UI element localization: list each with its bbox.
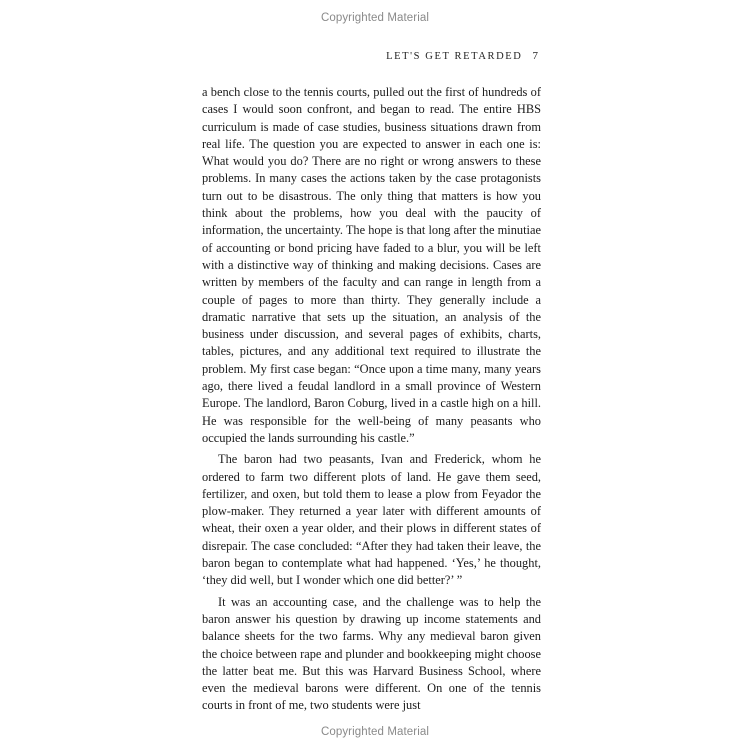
paragraph-1: a bench close to the tennis courts, pulled out the first of hundreds of cases I would soon confront, and began to read. The entire HBS curriculum is made of case studies, business situations drawn from real life. The question you are expected to answer in each one is: What would you do? There are no right or wrong answers to these problems. In many cases the actions taken by the case protagonists turn out to be disastrous. The only thing that matters is how you think about the problems, how you deal with the paucity of information, the uncertainty. The hope is that long after the minutiae of accounting or bond pricing have faded to a blur, you will be left with a distinctive way of thinking and making decisions. Cases are written by members of the faculty and can range in length from a couple of pages to more than thirty. They generally include a dramatic narrative that sets up the situation, an analysis of the business under discussion, and several pages of exhibits, charts, tables, pictures, and any additional text required to illustrate the problem. My first case began: “Once upon a time many, many years ago, there lived a feudal landlord in a small province of Western Europe. The landlord, Baron Coburg, lived in a castle high on a hill. He was responsible for the well-being of many peasants who occupied the lands surrounding his castle.”: [202, 85, 541, 445]
paragraph-2: The baron had two peasants, Ivan and Frederick, whom he ordered to farm two different plots of land. He gave them seed, fertilizer, and oxen, but told them to lease a plow from Feyador the plow-maker. They returned a year later with different amounts of wheat, their oxen a year older, and their plows in different states of disrepair. The case concluded: “After they had taken their leave, the baron began to contemplate what had happened. ‘Yes,’ he thought, ‘they did well, but I wonder which one did better?’ ”: [202, 452, 541, 588]
chapter-title: LET'S GET RETARDED: [386, 51, 523, 62]
paragraph-3: It was an accounting case, and the challenge was to help the baron answer his question by drawing up income statements and balance sheets for the two farms. Why any medieval baron given the choice between rape and plunder and bookkeeping might choose the latter beat me. But this was Harvard Business School, where even the medieval barons were different. On one of the tennis courts in front of me, two students were just: [202, 594, 541, 713]
page-number: 7: [532, 50, 538, 62]
running-head: [386, 50, 538, 62]
watermark-bottom: Copyrighted Material: [320, 726, 430, 738]
watermark-top: Copyrighted Material: [320, 12, 430, 24]
body-text: [202, 84, 541, 715]
